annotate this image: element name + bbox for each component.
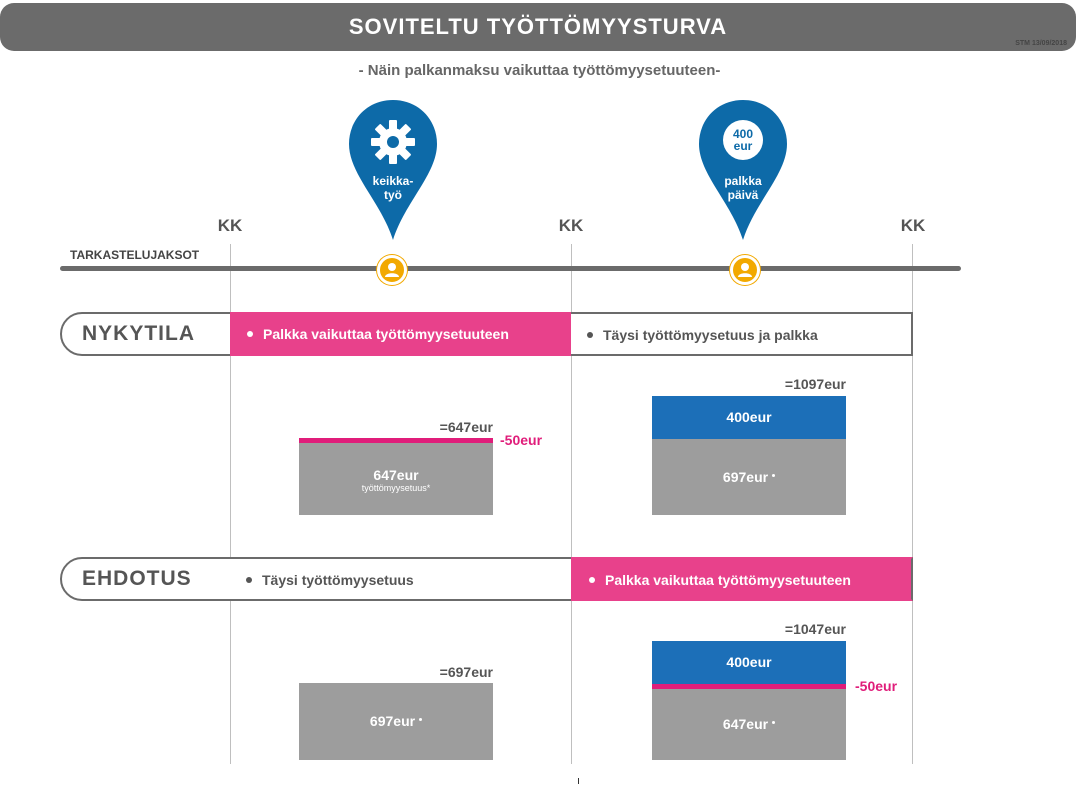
total-proposal-left: =697eur [439,664,493,680]
salary-value-current: 400eur [726,409,772,425]
axis-label: TARKASTELUJAKSOT [70,248,200,262]
bullet-icon [589,577,595,583]
pay-day-label-line2: päivä [727,188,759,202]
amount-badge [723,120,763,160]
full-benefit-value-current: 697eur [722,469,769,485]
month-marker-2: KK [558,216,584,235]
benefit-value-proposal: 647eur [722,716,769,732]
total-proposal-right: =1047eur [784,621,846,637]
segment-current-left [230,312,571,356]
tick-mark [578,778,579,784]
pay-day-label [703,174,783,202]
segment-current-right-text: Täysi työttömyysetuus ja palkka [603,327,818,343]
gig-work-label [353,174,433,202]
total-current-right: =1097eur [784,376,846,392]
full-benefit-value-proposal: 697eur [369,713,416,729]
deduction-label-current: -50eur [500,432,543,448]
pay-day-label-line1: palkka [724,174,762,188]
segment-proposal-left-text: Täysi työttömyysetuus [262,572,414,588]
benefit-value-current: 647eur [373,467,419,483]
month-marker-1: KK [217,216,243,235]
person-icon [377,255,407,285]
segment-proposal-left [230,557,571,601]
bullet-icon [247,331,253,337]
segment-current-right [571,312,913,356]
full-benefit-bar-proposal [299,683,493,760]
benefit-bar-current [299,443,493,515]
gig-work-label-line1: keikka- [372,174,414,188]
full-benefit-bar-current [652,439,846,515]
salary-bar-current [652,396,846,439]
timeline-axis [60,266,961,271]
total-current-left: =647eur [439,419,493,435]
source-stamp: STM 13/09/2018 [1015,40,1067,47]
amount-badge-value: 400 [732,127,754,141]
bullet-icon [587,332,593,338]
row-label-proposal: EHDOTUS [60,557,260,601]
page-subtitle: - Näin palkanmaksu vaikuttaa työttömyysetuuteen- [358,62,721,79]
row-label-current: NYKYTILA [60,312,260,356]
note-dot [419,718,422,721]
salary-value-proposal: 400eur [726,654,772,670]
person-icon [730,255,760,285]
benefit-bar-proposal [652,689,846,760]
amount-badge-unit: eur [733,139,753,153]
salary-bar-proposal [652,641,846,684]
month-marker-3: KK [900,216,926,235]
note-dot [772,474,775,477]
segment-proposal-right [571,557,913,601]
deduction-label-proposal: -50eur [855,678,898,694]
segment-proposal-right-text: Palkka vaikuttaa työttömyysetuuteen [605,572,851,588]
segment-current-left-text: Palkka vaikuttaa työttömyysetuuteen [263,326,509,342]
gig-work-label-line2: työ [384,188,402,202]
gear-icon [369,118,417,166]
benefit-sub-current: työttömyysetuus* [361,483,431,493]
page-title: SOVITELTU TYÖTTÖMYYSTURVA [348,14,728,39]
bullet-icon [246,577,252,583]
note-dot [772,721,775,724]
